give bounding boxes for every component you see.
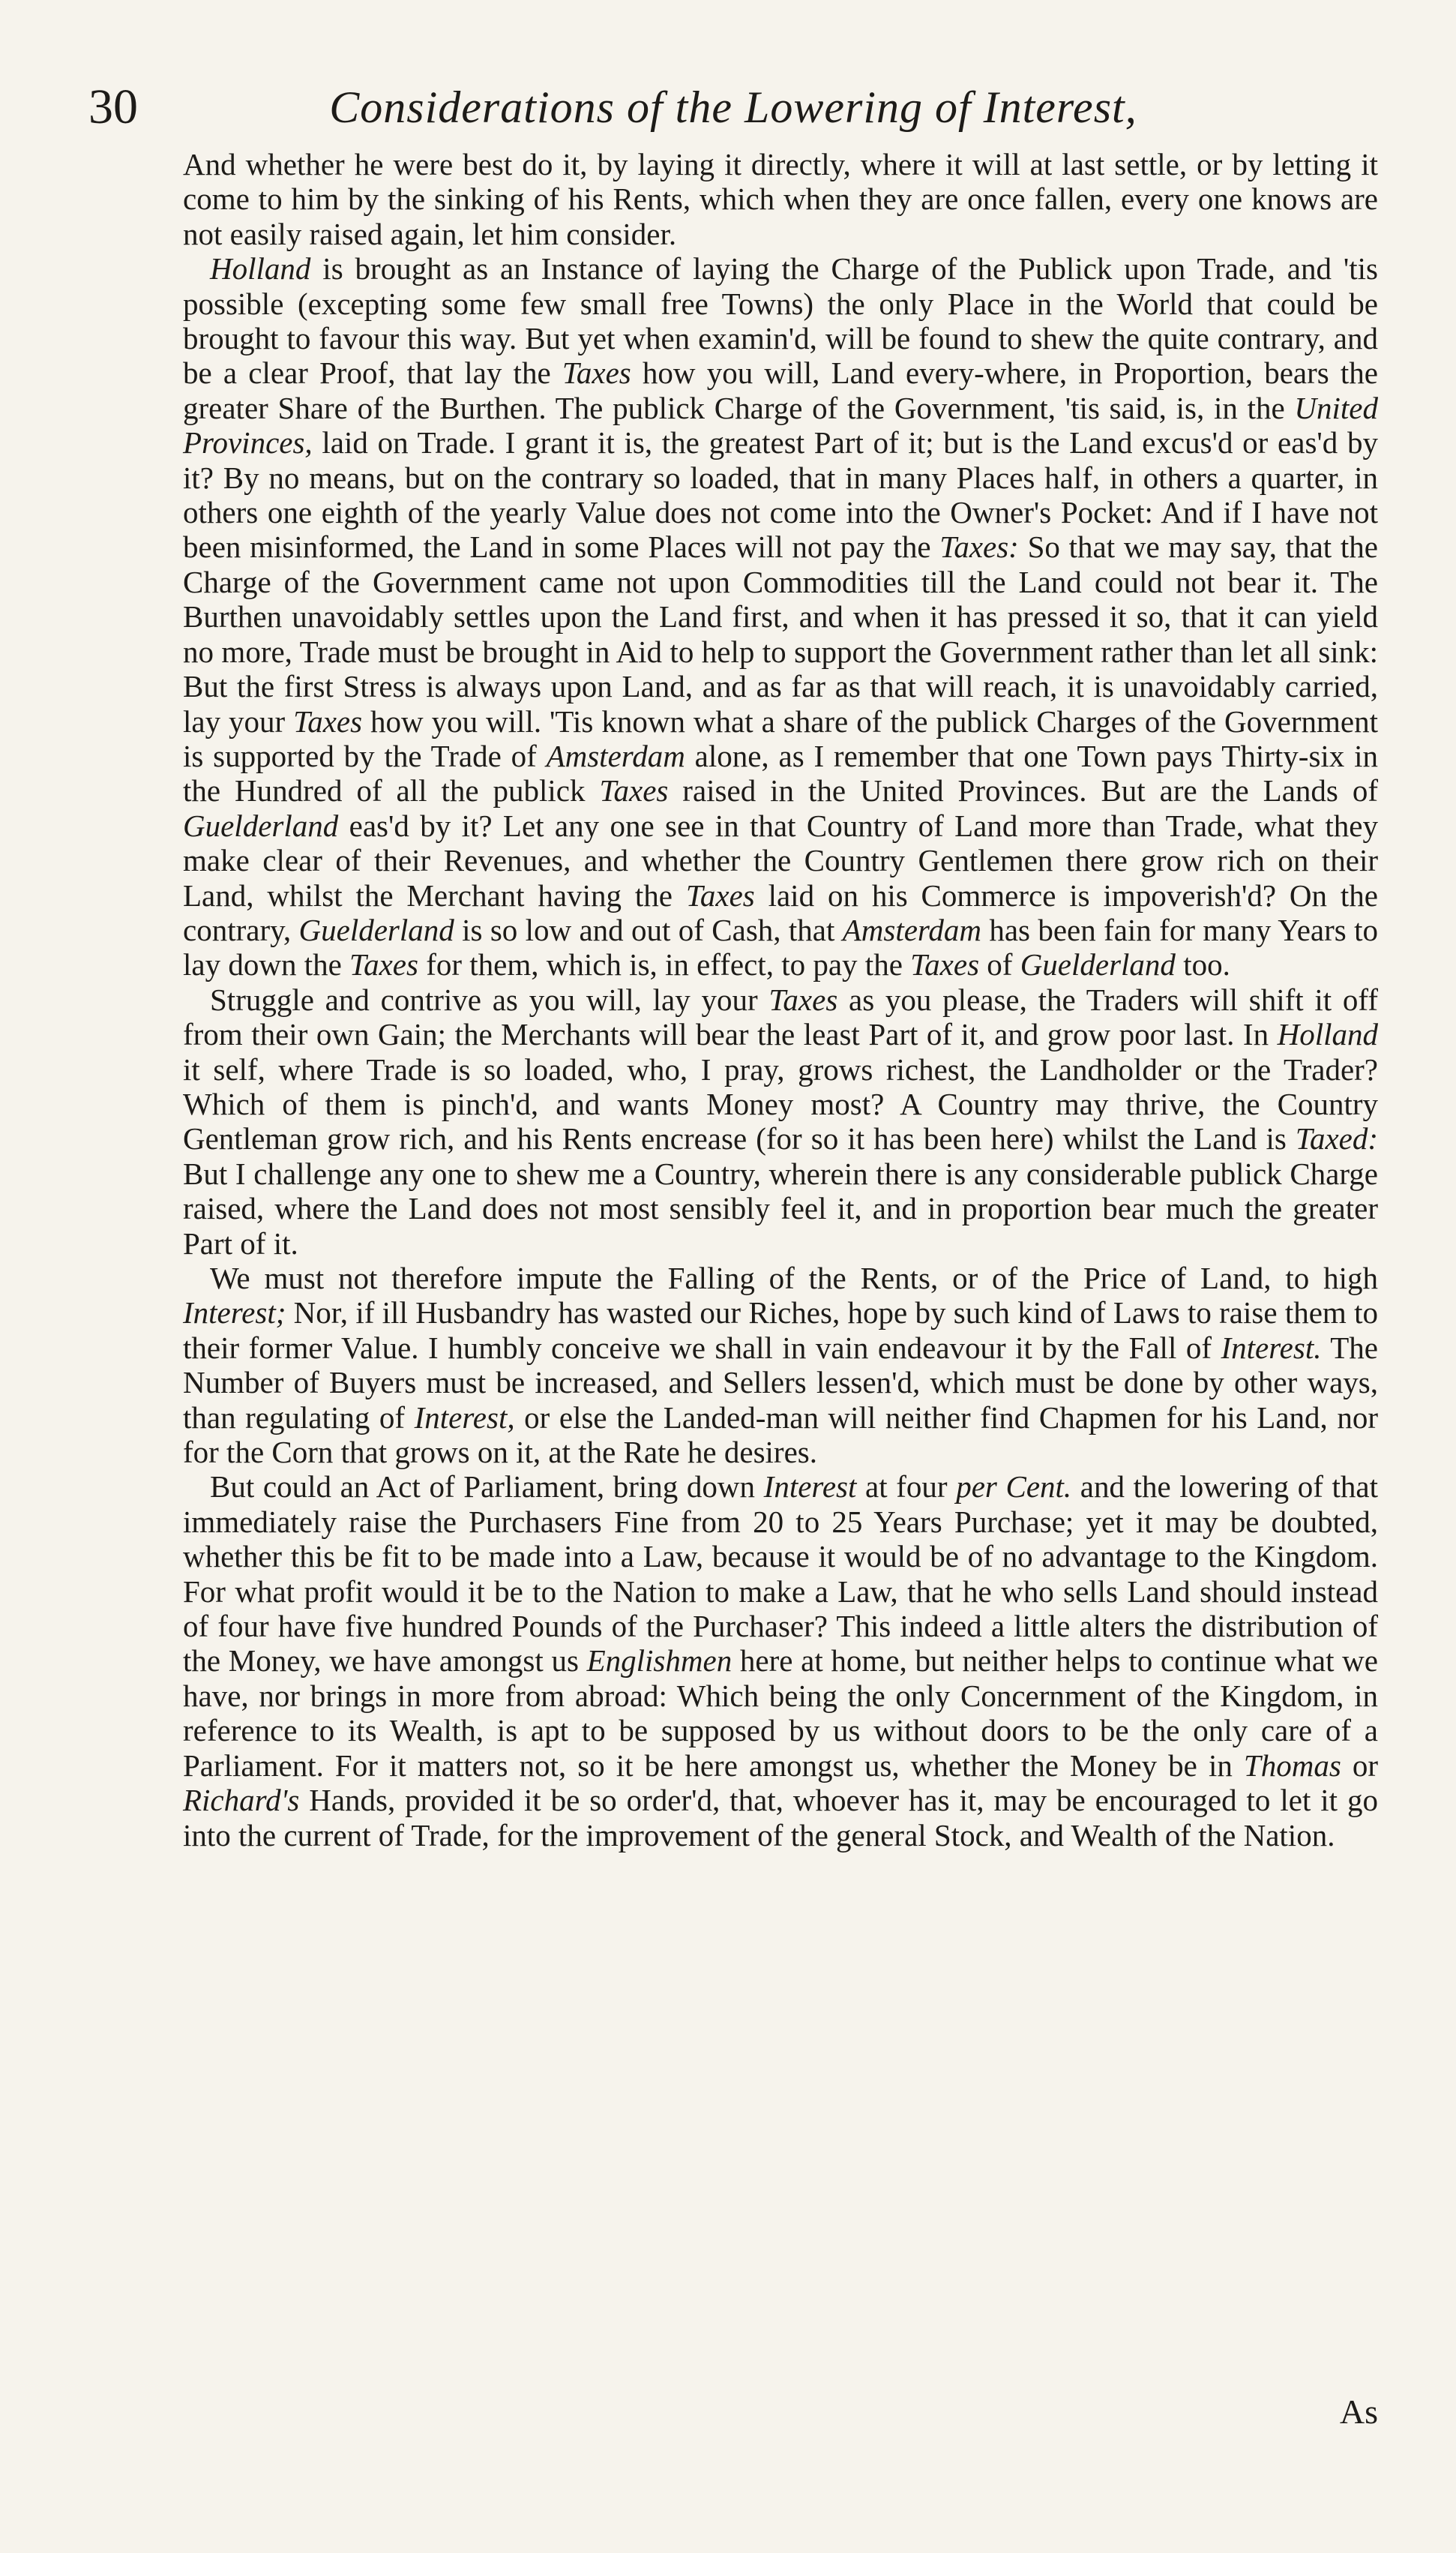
text-run: eas'd by it? Let any one see in that Country of Land more than Trade, what they make clear of their Revenues, and whether the Country Gentlemen there grow rich on their Land, whilst the Merchant having the — [183, 808, 1378, 913]
italic-text: Interest — [763, 1469, 857, 1504]
text-run: here at home, but neither helps to continue what we have, nor brings in more from abroad: Which being the only Concernment of the Kingdom, in reference to its Wealth, is apt to be supposed by us without doors to be the only care of a Parliament. For it matters not, so it be here amongst us, whether the Money be in — [183, 1643, 1378, 1783]
italic-text: Holland — [210, 251, 311, 286]
text-run: too. — [1175, 947, 1230, 982]
text-run: So that we may say, that the Charge of the Government came not upon Commodities till the Land could not bear it. The Burthen unavoidably settles upon the Land first, and when it has pressed it so, that it can yield no more, Trade must be brought in Aid to help to support the Government rather than let all sink: But the first Stress is always upon Land, and as far as that will reach, it is unavoidably carried, lay your — [183, 530, 1378, 739]
page-number: 30 — [88, 80, 138, 134]
italic-text: Guelderland — [1020, 947, 1176, 982]
italic-text: United Provinces, — [183, 390, 1378, 460]
paragraph — [183, 1261, 1378, 1469]
italic-text: Interest, — [414, 1400, 515, 1435]
text-run: The Number of Buyers must be increased, and Sellers lessen'd, which must be done by other ways, than regulating of — [183, 1330, 1378, 1435]
text-run: But could an Act of Parliament, bring down — [210, 1469, 764, 1504]
italic-text: Taxes — [599, 773, 669, 808]
paragraph — [183, 251, 1378, 982]
paragraph — [183, 147, 1378, 251]
italic-text: Guelderland — [298, 912, 454, 947]
text-run: is so low and out of Cash, that — [454, 912, 843, 947]
text-run: Hands, provided it be so order'd, that, whoever has it, may be encouraged to let it go into the current of Trade, for the improvement of the general Stock, and Wealth of the Nation. — [183, 1783, 1378, 1852]
italic-text: Taxes — [910, 947, 980, 982]
text-run: how you will, Land every-where, in Proportion, bears the greater Share of the Burthen. The publick Charge of the Government, 'tis said, is, in the — [183, 356, 1378, 425]
text-run: Struggle and contrive as you will, lay your — [210, 982, 769, 1017]
italic-text: Taxes — [562, 356, 631, 391]
running-title: Considerations of the Lowering of Interest, — [329, 82, 1137, 132]
text-run: how you will. 'Tis known what a share of the publick Charges of the Government is supported by the Trade of — [183, 704, 1378, 773]
italic-text: Amsterdam — [842, 912, 981, 947]
italic-text: per Cent. — [956, 1469, 1072, 1504]
italic-text: Taxed: — [1295, 1121, 1378, 1156]
text-run: And whether he were best do it, by laying it directly, where it will at last settle, or by letting it come to him by the sinking of his Rents, which when they are once fallen, every one knows are not easily raised again, let him consider. — [183, 147, 1378, 251]
text-run: But I challenge any one to shew me a Country, wherein there is any considerable publick Charge raised, where the Land does not most sensibly feel it, and in proportion bear much the greater Part of it. — [183, 1156, 1378, 1261]
text-run: for them, which is, in effect, to pay the — [418, 947, 911, 982]
italic-text: Richard's — [183, 1783, 300, 1818]
text-run: alone, as I remember that one Town pays Thirty-six in the Hundred of all the publick — [183, 738, 1378, 808]
text-run: raised in the United Provinces. But are the Lands of — [668, 773, 1378, 808]
italic-text: Holland — [1277, 1017, 1378, 1052]
text-run: Nor, if ill Husbandry has wasted our Riches, hope by such kind of Laws to raise them to their former Value. I humbly conceive we shall in vain endeavour it by the Fall of — [183, 1295, 1378, 1365]
text-run: or — [1341, 1748, 1378, 1783]
body-text — [183, 147, 1378, 1852]
italic-text: Interest. — [1221, 1330, 1322, 1365]
catchword: As — [1339, 2392, 1378, 2431]
text-run: We must not therefore impute the Falling of the Rents, or of the Price of Land, to high — [210, 1261, 1378, 1295]
italic-text: Interest; — [183, 1295, 286, 1330]
page-header — [88, 74, 1378, 141]
italic-text: Guelderland — [183, 808, 339, 843]
italic-text: Thomas — [1243, 1748, 1341, 1783]
italic-text: Taxes: — [939, 530, 1019, 565]
text-run: at four — [856, 1469, 957, 1504]
text-run: as you please, the Traders will shift it off from their own Gain; the Merchants will bear the least Part of it, and grow poor last. In — [183, 982, 1378, 1052]
italic-text: Taxes — [349, 947, 418, 982]
paragraph — [183, 982, 1378, 1261]
italic-text: Taxes — [768, 982, 838, 1017]
text-run: it self, where Trade is so loaded, who, I pray, grows richest, the Landholder or the Trader? Which of them is pinch'd, and wants Money most? A Country may thrive, the Country Gentleman grow rich, and his Rents encrease (for so it has been here) whilst the Land is — [183, 1052, 1378, 1156]
italic-text: Englishmen — [586, 1643, 732, 1678]
text-run: laid on his Commerce is impoverish'd? On the contrary, — [183, 878, 1379, 947]
text-run: or else the Landed-man will neither find Chapmen for his Land, nor for the Corn that grows on it, at the Rate he desires. — [183, 1400, 1378, 1470]
italic-text: Taxes — [293, 704, 363, 739]
text-run: and the lowering of that immediately raise the Purchasers Fine from 20 to 25 Years Purchase; yet it may be doubted, whether this be fit to be made into a Law, because it would be of no advantage to the Kingdom. For what profit would it be to the Nation to make a Law, that he who sells Land should instead of four have five hundred Pounds of the Purchaser? This indeed a little alters the distribution of the Money, we have amongst us — [183, 1469, 1378, 1678]
text-run: laid on Trade. I grant it is, the greatest Part of it; but is the Land excus'd or eas'd by it? By no means, but on the contrary so loaded, that in many Places half, in others a quarter, in others one eighth of the yearly Value does not come into the Owner's Pocket: And if I have not been misinformed, the Land in some Places will not pay the — [183, 425, 1378, 565]
italic-text: Amsterdam — [546, 738, 685, 773]
italic-text: Taxes — [685, 878, 755, 913]
text-run: of — [979, 947, 1020, 982]
paragraph — [183, 1469, 1378, 1852]
text-run: is brought as an Instance of laying the Charge of the Publick upon Trade, and 'tis possible (excepting some few small free Towns) the only Place in the World that could be brought to favour this way. But yet when examin'd, will be found to shew the quite contrary, and be a clear Proof, that lay the — [183, 251, 1378, 391]
text-run: has been fain for many Years to lay down the — [183, 912, 1378, 982]
